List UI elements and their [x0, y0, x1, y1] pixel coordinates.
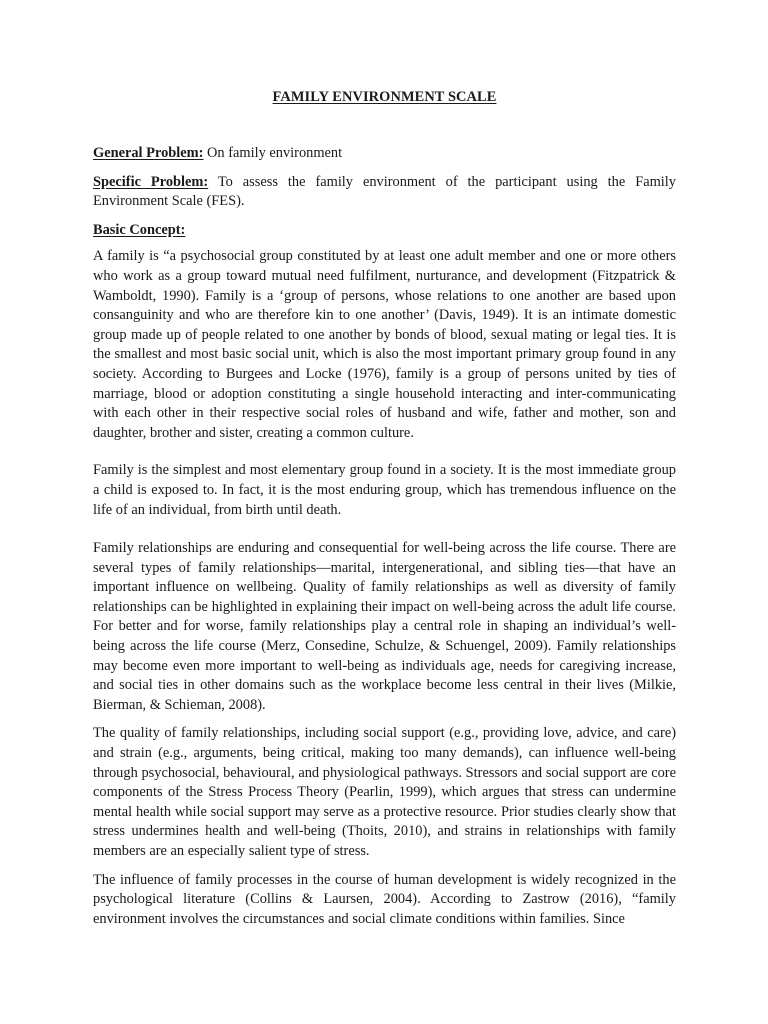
paragraph: A family is “a psychosocial group constituted by at least one adult member and one or more others who work as a group toward mutual need fulfilment, nurturance, and development (Fitzpatrick & Wamboldt, 1990). Family is a ‘group of persons, whose relations to one another are based upon consanguinity and who are therefore kin to one another’ (Davis, 1949). It is an intimate domestic group made up of people related to one another by bonds of blood, sexual mating or legal ties. It is the smallest and most basic social unit, which is also the most important primary group found in any society. According to Burgees and Locke (1976), family is a group of persons united by ties of marriage, blood or adoption constituting a single household interacting and inter-communicating with each other in their respective social roles of husband and wife, father and mother, son and daughter, brother and sister, creating a common culture.	[93, 248, 676, 441]
paragraph: The influence of family processes in the course of human development is widely recognized in the psychological literature (Collins & Laursen, 2004). According to Zastrow (2016), “family environment involves the circumstances and social climate conditions within families. Since	[93, 871, 676, 927]
paragraph: Family is the simplest and most elementary group found in a society. It is the most immediate group a child is exposed to. In fact, it is the most enduring group, which has tremendous influence on the life of an individual, from birth until death.	[93, 462, 676, 518]
general-problem-label: General Problem:	[93, 145, 204, 161]
document-title: FAMILY ENVIRONMENT SCALE	[272, 89, 497, 105]
general-problem-text: On family environment	[203, 145, 343, 161]
paragraph: The quality of family relationships, including social support (e.g., providing love, advice, and care) and strain (e.g., arguments, being critical, making too many demands), can influence well-being through psychosocial, behavioural, and physiological pathways. Stressors and social support are core components of the Stress Process Theory (Pearlin, 1999), which argues that stress can undermine mental health while social support may serve as a protective resource. Prior studies clearly show that stress undermines health and well-being (Thoits, 2010), and strains in relationships with family members are an especially salient type of stress.	[93, 725, 676, 859]
basic-concept-heading	[93, 221, 676, 241]
paragraph: Family relationships are enduring and consequential for well-being across the life course. There are several types of family relationships—marital, intergenerational, and sibling ties—that have an important influence on wellbeing. Quality of family relationships as well as diversity of family relationships can be highlighted in explaining their impact on well-being across the adult life course. For better and for worse, family relationships play a central role in shaping an individual’s well-being across the life course (Merz, Consedine, Schulze, & Schuengel, 2009). Family relationships may become even more important to well-being as individuals age, needs for caregiving increase, and social ties in other domains such as the workplace become less central in their lives (Milkie, Bierman, & Schieman, 2008).	[93, 540, 676, 713]
specific-problem-text: To assess the family environment of the participant using the Family Environment Scale (FES).	[93, 173, 676, 210]
basic-concept-label: Basic Concept:	[93, 221, 186, 238]
specific-problem-label: Specific Problem:	[93, 173, 209, 190]
document-page	[93, 86, 676, 929]
general-problem	[93, 144, 676, 164]
specific-problem	[93, 173, 676, 212]
